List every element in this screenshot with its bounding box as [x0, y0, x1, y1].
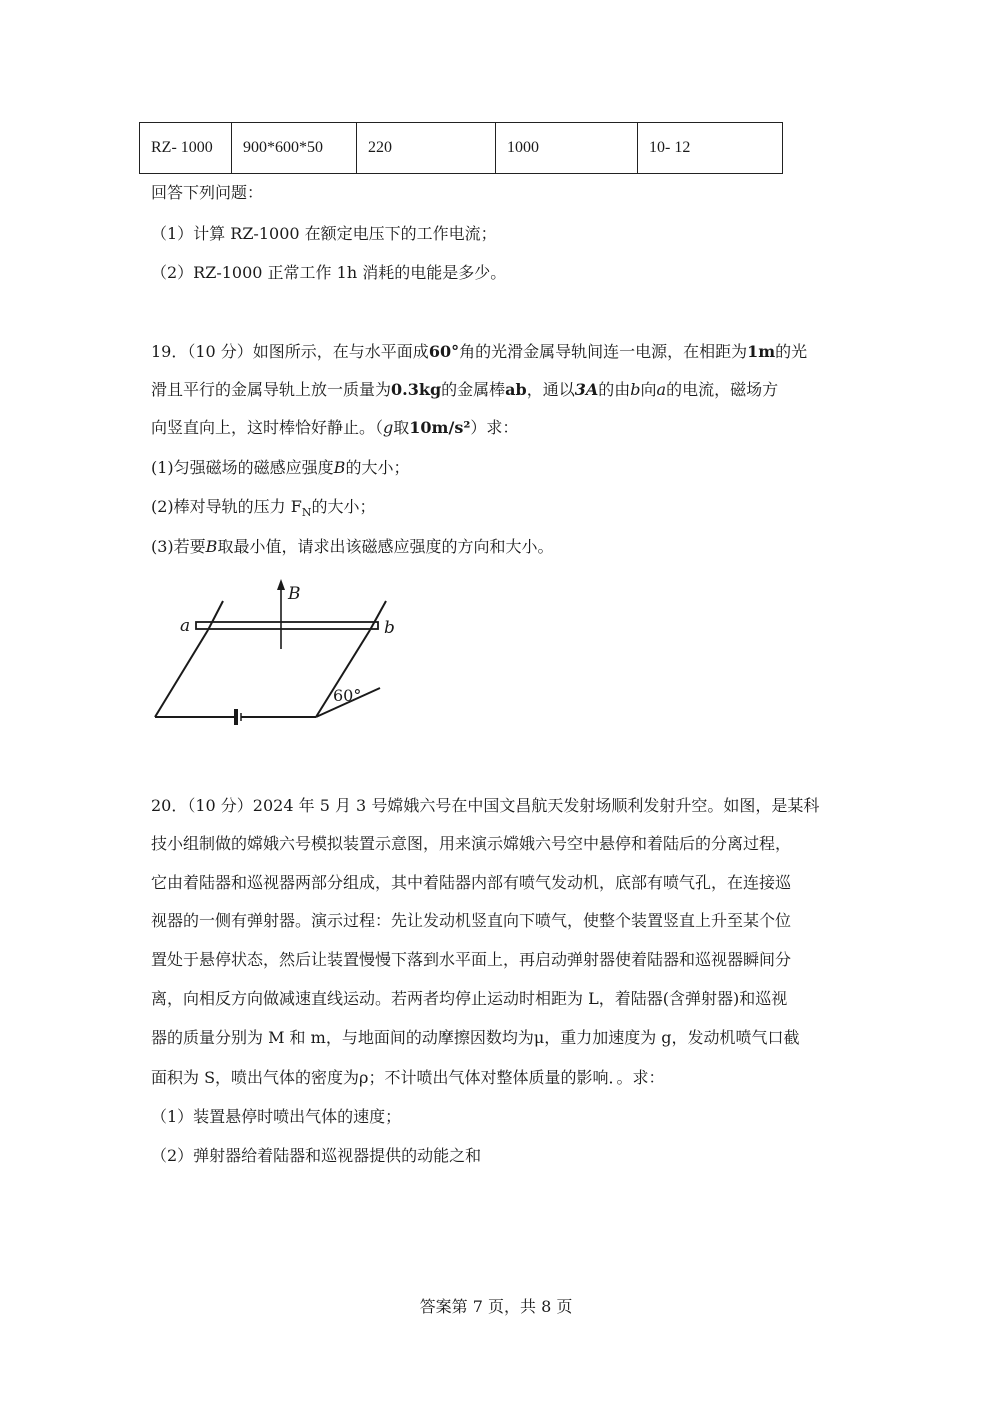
label-angle: 60° [333, 686, 362, 705]
label-b: b [384, 618, 395, 638]
table-cell: 900*600*50 [232, 123, 357, 174]
q19-line3: 向竖直向上，这时棒恰好静止。（g取10m/s²）求： [151, 418, 519, 437]
q20-line4: 视器的一侧有弹射器。演示过程：先让发动机竖直向下喷气，使整个装置竖直上升至某个位 [151, 911, 792, 930]
left-rail-extension [208, 601, 223, 630]
q20-line1: 20．（10 分）2024 年 5 月 3 号嫦娥六号在中国文昌航天发射场顺利发射升空。如图，是某科 [151, 796, 820, 815]
q20-line3: 它由着陆器和巡视器两部分组成，其中着陆器内部有喷气发动机，底部有喷气孔，在连接巡 [151, 873, 792, 892]
table-row [140, 123, 783, 174]
q19-sub2: (2)棒对导轨的压力 $F_N$的大小； [151, 497, 376, 520]
table-cell: 10- 12 [638, 123, 783, 174]
q20-line2: 技小组制做的嫦娥六号模拟装置示意图，用来演示嫦娥六号空中悬停和着陆后的分离过程， [151, 834, 792, 853]
label-a: a [180, 616, 191, 636]
left-rail [155, 630, 208, 717]
q20-line7: 器的质量分别为 M 和 m，与地面间的动摩擦因数均为μ，重力加速度为 g，发动机喷气口截 [151, 1028, 800, 1047]
table-cell: RZ- 1000 [140, 123, 232, 174]
label-B: B [288, 584, 301, 604]
q19-sub3: (3)若要B取最小值，请求出该磁感应强度的方向和大小。 [151, 537, 554, 556]
q20-part1: （1）装置悬停时喷出气体的速度； [151, 1107, 402, 1126]
field-arrowhead [277, 579, 285, 590]
q19-sub1: (1)匀强磁场的磁感应强度B的大小； [151, 458, 410, 477]
q20-part2: （2）弹射器给着陆器和巡视器提供的动能之和 [151, 1146, 482, 1165]
spec-table [139, 122, 783, 174]
q20-line6: 离，向相反方向做减速直线运动。若两者均停止运动时相距为 L，着陆器(含弹射器)和巡视 [151, 989, 788, 1008]
q20-line8: 面积为 S，喷出气体的密度为ρ；不计喷出气体对整体质量的影响．。求： [151, 1068, 665, 1087]
metal-bar [196, 622, 378, 629]
q18-part1: （1）计算 RZ-1000 在额定电压下的工作电流； [151, 224, 497, 243]
rail-diagram [140, 575, 420, 735]
q19-line1: 19．（10 分）如图所示，在与水平面成60°角的光滑金属导轨间连一电源，在相距为1m的光 [151, 342, 808, 361]
q18-part2: （2）RZ-1000 正常工作 1h 消耗的电能是多少。 [151, 263, 507, 282]
q19-line2: 滑且平行的金属导轨上放一质量为0.3kg的金属棒ab，通以3A的由b向a的电流，磁场方 [151, 380, 779, 399]
table-cell: 220 [357, 123, 496, 174]
q18-prompt: 回答下列问题： [151, 183, 264, 202]
table-cell: 1000 [496, 123, 638, 174]
page-footer: 答案第 7 页，共 8 页 [419, 1297, 573, 1316]
q20-line5: 置处于悬停状态，然后让装置慢慢下落到水平面上，再启动弹射器使着陆器和巡视器瞬间分 [151, 950, 792, 969]
